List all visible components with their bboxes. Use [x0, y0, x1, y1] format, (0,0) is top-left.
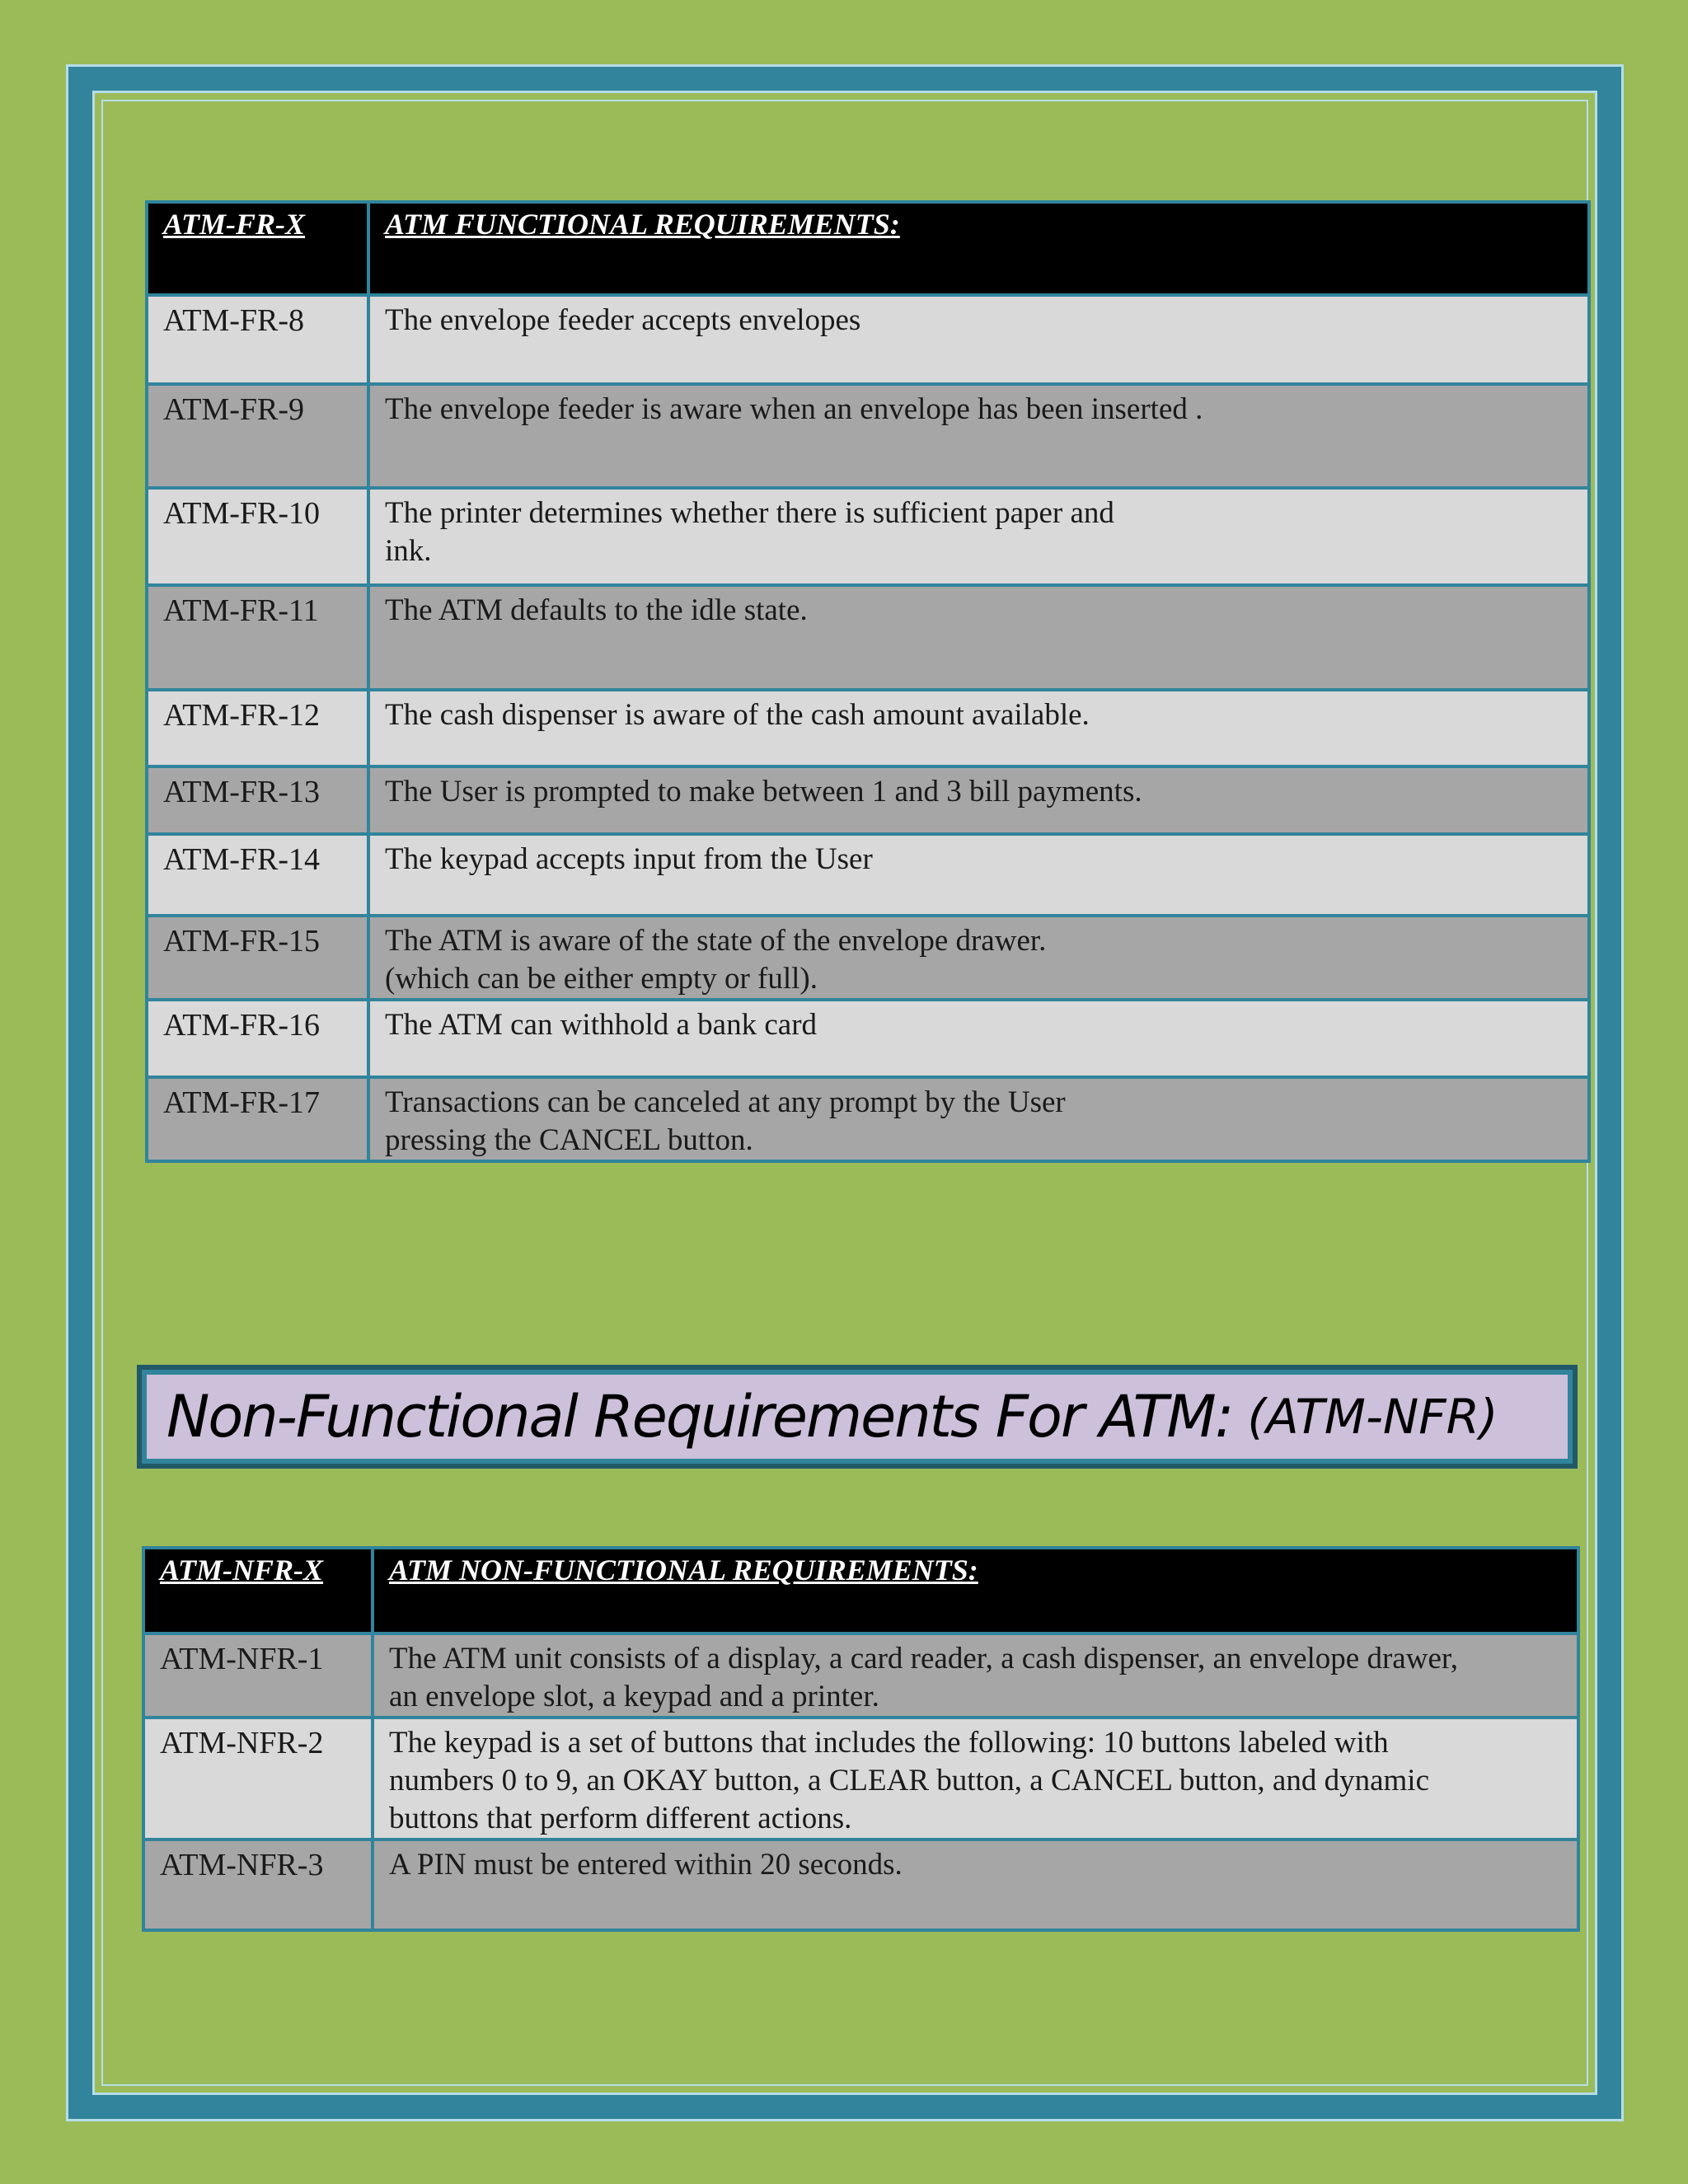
table-row — [147, 1077, 1589, 1161]
requirement-description — [368, 1077, 1589, 1161]
table-row — [147, 766, 1589, 834]
table-header-row — [147, 202, 1589, 295]
description-line: The ATM defaults to the idle state. — [385, 593, 808, 627]
requirement-id: ATM-FR-16 — [147, 1000, 368, 1077]
description-line: pressing the CANCEL button. — [385, 1123, 753, 1157]
table-header-row — [143, 1548, 1578, 1633]
requirement-id: ATM-FR-14 — [147, 834, 368, 916]
requirement-id: ATM-FR-9 — [147, 384, 368, 488]
table-row — [143, 1633, 1578, 1718]
requirement-id: ATM-NFR-2 — [143, 1718, 373, 1840]
requirement-id: ATM-FR-11 — [147, 585, 368, 690]
requirement-id: ATM-FR-13 — [147, 766, 368, 834]
section-title — [147, 1375, 1568, 1459]
description-line: A PIN must be entered within 20 seconds. — [389, 1848, 903, 1882]
requirement-id: ATM-NFR-3 — [143, 1840, 373, 1930]
table-row — [147, 690, 1589, 766]
section-title-main: Non-Functional Requirements For ATM: — [166, 1383, 1233, 1451]
requirement-id: ATM-FR-15 — [147, 916, 368, 1000]
description-line: The cash dispenser is aware of the cash amount available. — [385, 698, 1090, 732]
requirement-id: ATM-FR-17 — [147, 1077, 368, 1161]
requirement-id: ATM-FR-8 — [147, 295, 368, 384]
description-line: buttons that perform different actions. — [389, 1802, 852, 1835]
requirement-description — [368, 766, 1589, 834]
requirement-description — [368, 384, 1589, 488]
requirement-description — [368, 916, 1589, 1000]
description-line: Transactions can be canceled at any prompt by the User — [385, 1085, 1066, 1119]
description-line: The keypad is a set of buttons that includes the following: 10 buttons labeled with — [389, 1726, 1389, 1760]
header-id-cell: ATM-FR-X — [147, 202, 368, 295]
requirement-id: ATM-NFR-1 — [143, 1633, 373, 1718]
description-line: an envelope slot, a keypad and a printer. — [389, 1680, 879, 1713]
requirement-description — [373, 1633, 1578, 1718]
description-line: The keypad accepts input from the User — [385, 842, 873, 876]
functional-requirements-table — [145, 200, 1591, 1163]
table-row — [147, 916, 1589, 1000]
header-title-cell: ATM FUNCTIONAL REQUIREMENTS: — [368, 202, 1589, 295]
table-row — [147, 295, 1589, 384]
requirement-description — [368, 1000, 1589, 1077]
description-line: The User is prompted to make between 1 and 3 bill payments. — [385, 775, 1142, 808]
table-row — [147, 1000, 1589, 1077]
description-line: The envelope feeder is aware when an envelope has been inserted . — [385, 392, 1203, 426]
description-line: numbers 0 to 9, an OKAY button, a CLEAR button, a CANCEL button, and dynamic — [389, 1764, 1429, 1797]
requirement-id: ATM-FR-12 — [147, 690, 368, 766]
description-line: The ATM unit consists of a display, a card reader, a cash dispenser, an envelope drawer, — [389, 1642, 1458, 1675]
description-line: The ATM can withhold a bank card — [385, 1008, 818, 1042]
requirement-description — [368, 834, 1589, 916]
non-functional-requirements-table — [142, 1546, 1580, 1932]
table-row — [147, 585, 1589, 690]
requirement-description — [373, 1840, 1578, 1930]
requirement-description — [368, 488, 1589, 585]
requirement-id: ATM-FR-10 — [147, 488, 368, 585]
section-title-box — [137, 1365, 1578, 1469]
description-line: The envelope feeder accepts envelopes — [385, 303, 861, 337]
requirement-description — [368, 295, 1589, 384]
description-line: The ATM is aware of the state of the envelope drawer. — [385, 924, 1047, 958]
description-line: ink. — [385, 534, 432, 568]
requirement-description — [373, 1718, 1578, 1840]
table-row — [147, 488, 1589, 585]
table-row — [143, 1718, 1578, 1840]
table-row — [147, 384, 1589, 488]
requirement-description — [368, 585, 1589, 690]
requirement-description — [368, 690, 1589, 766]
description-line: The printer determines whether there is sufficient paper and — [385, 496, 1114, 530]
description-line: (which can be either empty or full). — [385, 962, 818, 996]
header-title-cell: ATM NON-FUNCTIONAL REQUIREMENTS: — [373, 1548, 1578, 1633]
header-id-cell: ATM-NFR-X — [143, 1548, 373, 1633]
table-row — [147, 834, 1589, 916]
section-title-suffix: (ATM-NFR) — [1247, 1389, 1498, 1445]
table-row — [143, 1840, 1578, 1930]
